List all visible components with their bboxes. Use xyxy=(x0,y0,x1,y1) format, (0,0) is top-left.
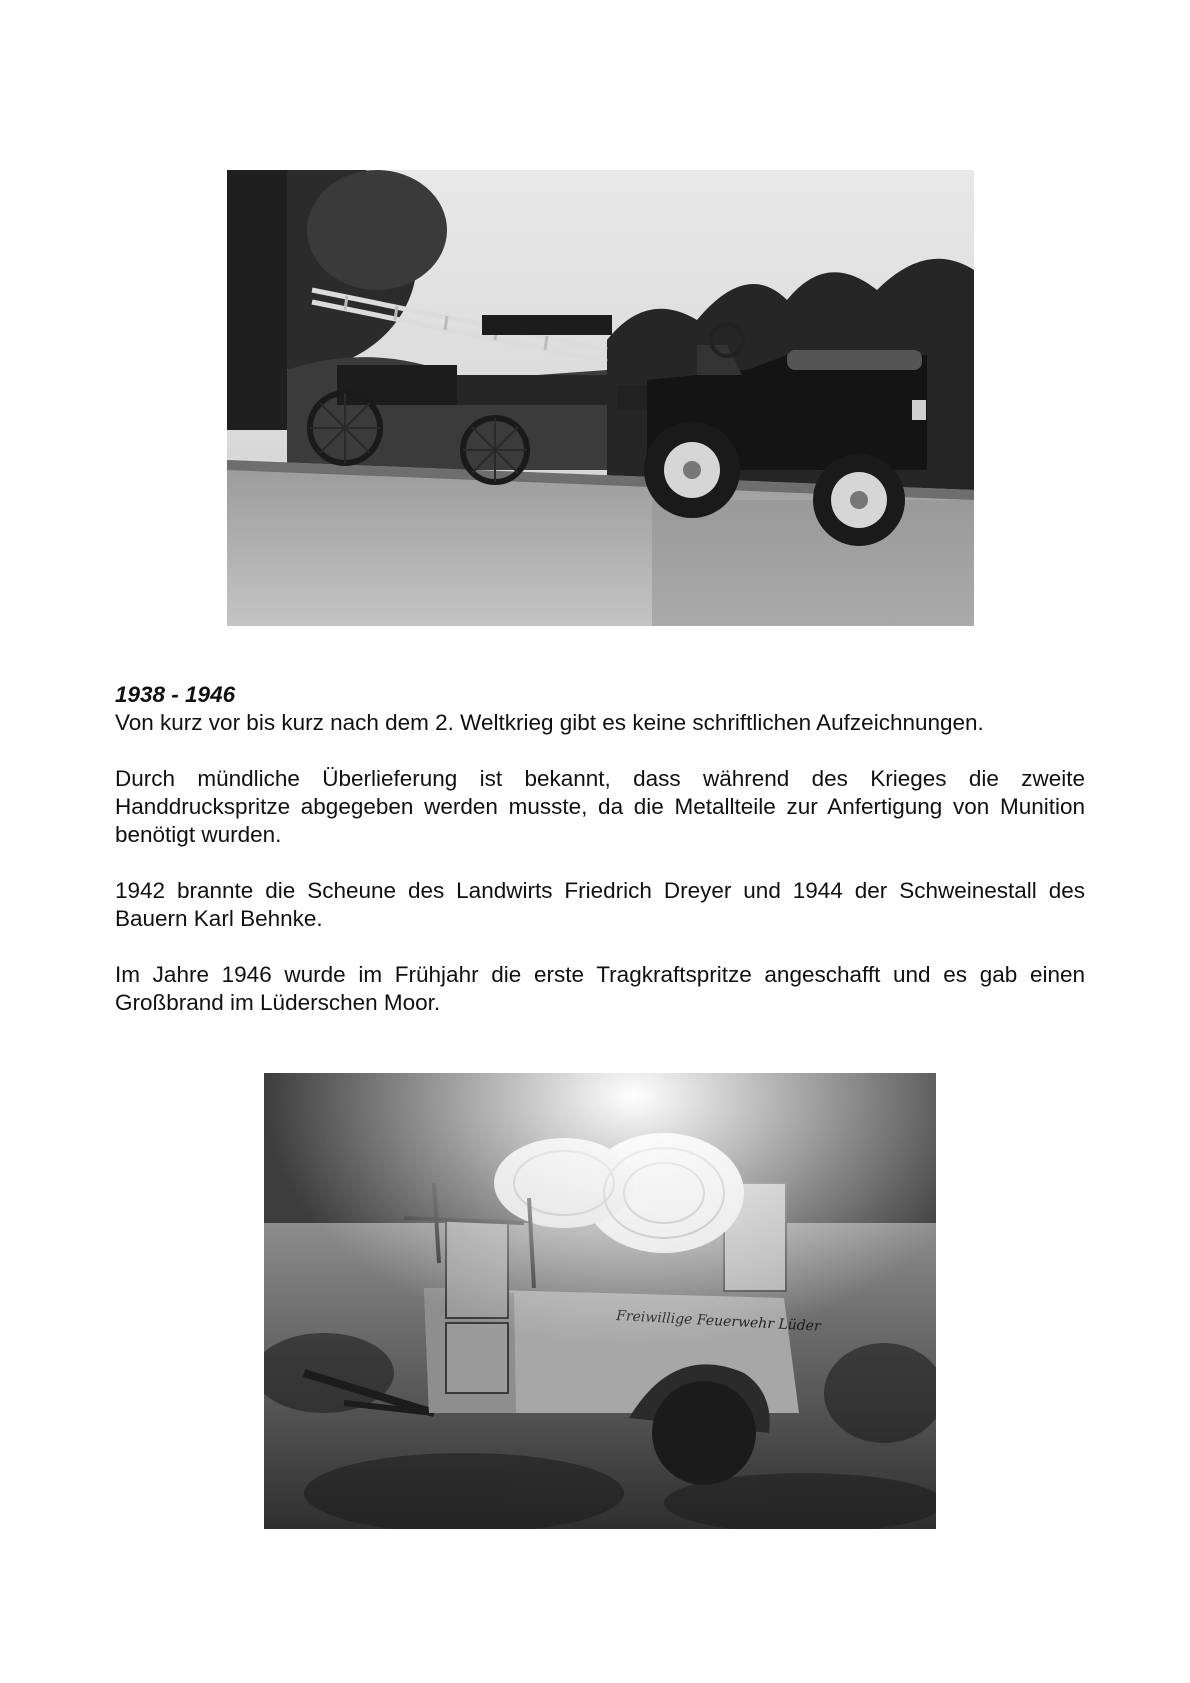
paragraph: Im Jahre 1946 wurde im Frühjahr die erste Tragkraftspritze angeschafft und es gab einen Großbrand im Lüderschen Moor. xyxy=(115,962,1085,1015)
paragraph: 1942 brannte die Scheune des Landwirts Friedrich Dreyer und 1944 der Schweinestall des Bauern Karl Behnke. xyxy=(115,878,1085,931)
paragraph: Durch mündliche Überlieferung ist bekannt, dass während des Krieges die zweite Handdruckspritze abgegeben werden musste, da die Metallteile zur Anfertigung von Munition benötigt wurden. xyxy=(115,766,1085,847)
history-section xyxy=(115,681,1085,1045)
photo-tractor-ladder-wagons xyxy=(227,170,974,626)
paragraph: Von kurz vor bis kurz nach dem 2. Weltkrieg gibt es keine schriftlichen Aufzeichnungen. xyxy=(115,710,984,735)
section-heading: 1938 - 1946 xyxy=(115,682,236,707)
photo-pump-trailer xyxy=(264,1073,936,1529)
